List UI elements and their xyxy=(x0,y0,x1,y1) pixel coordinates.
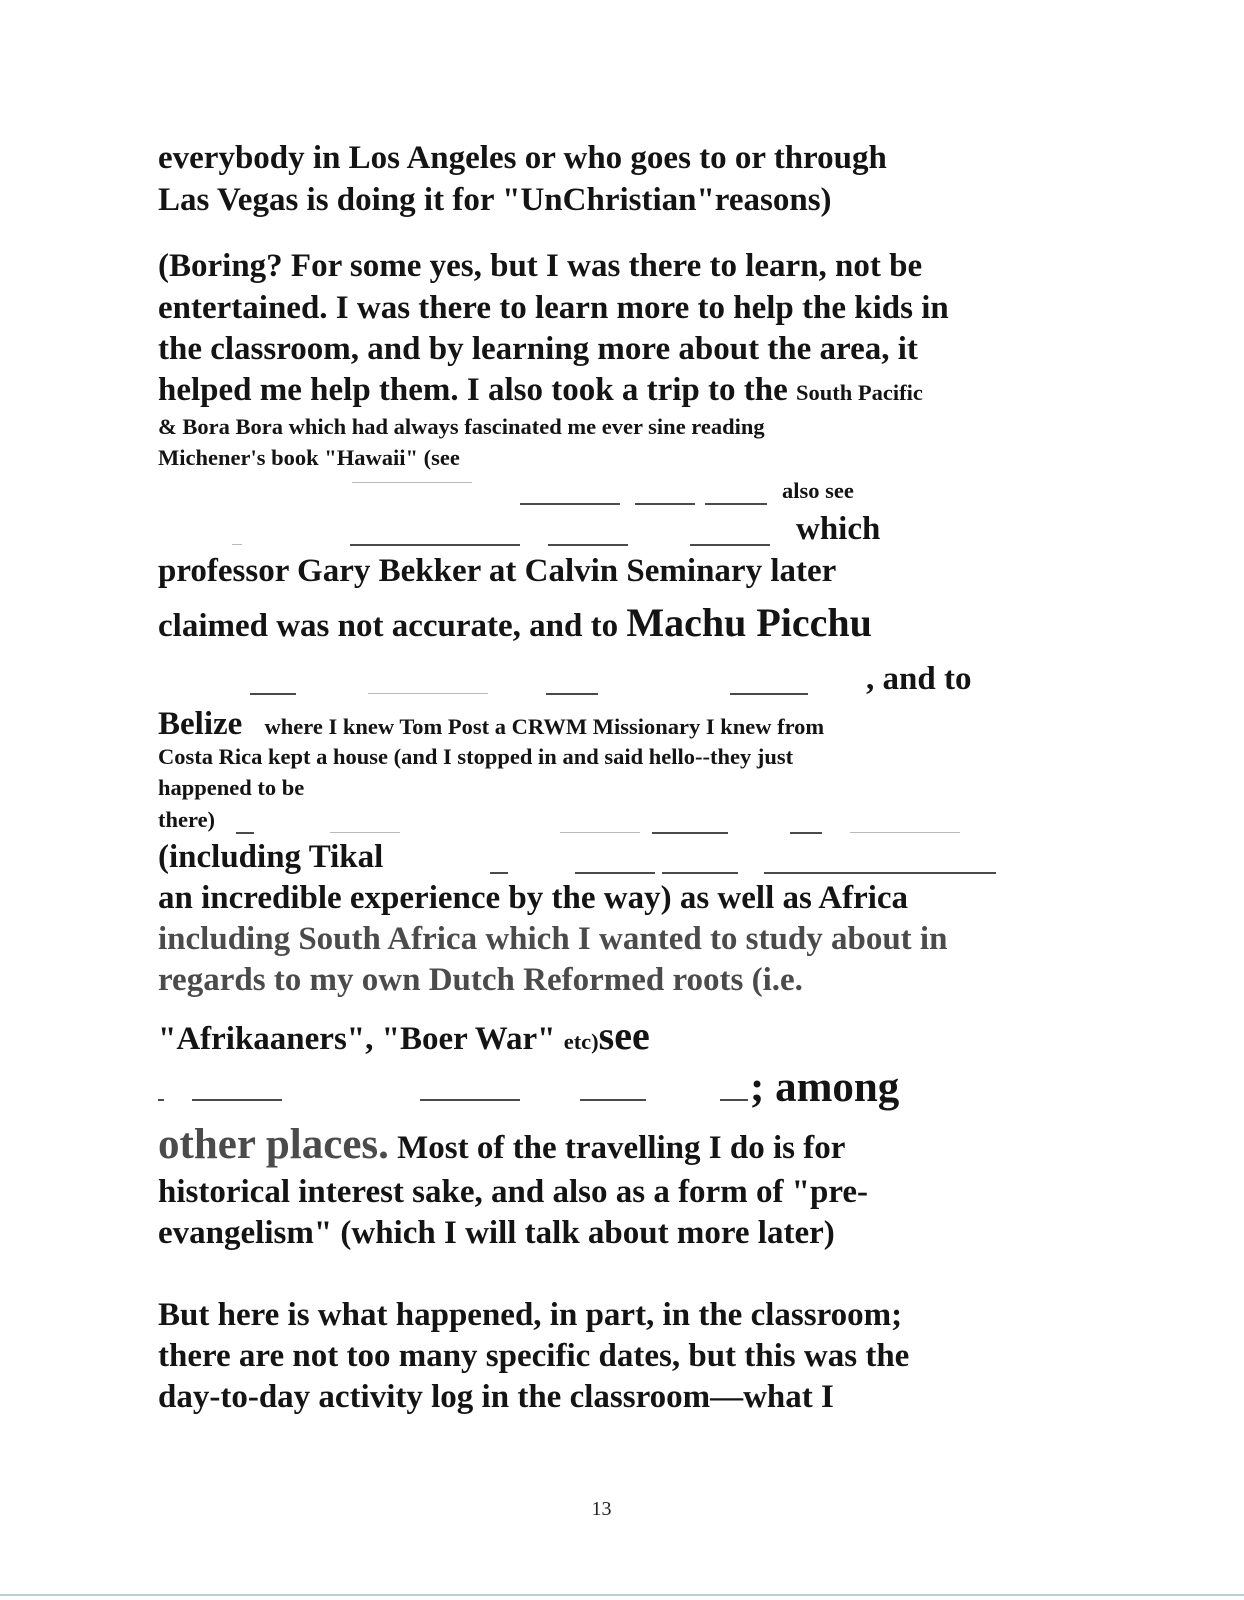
text-line xyxy=(158,1123,845,1166)
text-line: professor Gary Bekker at Calvin Seminary later xyxy=(158,553,837,589)
text-span: "Afrikaaners", "Boer War" xyxy=(158,1021,556,1057)
text-line: Costa Rica kept a house (and I stopped in and said hello--they just xyxy=(158,744,794,769)
page-number: 13 xyxy=(591,1498,612,1520)
text-span: Most of the travelling I do is for xyxy=(397,1130,846,1166)
redacted-link xyxy=(580,1099,646,1101)
redacted-link xyxy=(250,693,296,695)
redacted-link xyxy=(192,1099,282,1101)
redacted-link xyxy=(490,872,508,874)
redacted-link xyxy=(730,693,808,695)
text-line: Michener's book "Hawaii" (see xyxy=(158,445,460,470)
text-span: Belize xyxy=(158,706,243,742)
redacted-link xyxy=(548,544,628,546)
redacted-link xyxy=(236,832,254,834)
text-line: an incredible experience by the way) as well as Africa xyxy=(158,880,909,916)
text-line: which xyxy=(796,511,881,547)
text-line: happened to be xyxy=(158,775,305,800)
text-line: the classroom, and by learning more about the area, it xyxy=(158,331,918,367)
redacted-link xyxy=(850,832,960,833)
text-line: also see xyxy=(782,478,854,503)
text-line: including South Africa which I wanted to study about in xyxy=(158,921,948,957)
text-line xyxy=(158,1013,650,1058)
redacted-link xyxy=(575,872,655,874)
text-line: there) xyxy=(158,807,216,832)
text-span: South Pacific xyxy=(796,380,923,405)
redacted-link xyxy=(520,503,620,505)
redacted-link xyxy=(350,544,520,546)
text-line: there are not too many specific dates, but this was the xyxy=(158,1338,910,1374)
redacted-link xyxy=(232,544,242,545)
redacted-link xyxy=(720,1099,748,1101)
redacted-link xyxy=(420,1099,520,1101)
redacted-link xyxy=(705,503,767,505)
redacted-link xyxy=(764,872,996,874)
text-span: Machu Picchu xyxy=(626,600,872,645)
text-line xyxy=(158,374,923,407)
redacted-link xyxy=(158,1099,164,1101)
text-line: entertained. I was there to learn more to help the kids in xyxy=(158,290,949,326)
text-span: other places. xyxy=(158,1121,389,1168)
text-line: & Bora Bora which had always fascinated me ever sine reading xyxy=(158,414,765,439)
redacted-link xyxy=(352,482,472,483)
redacted-link xyxy=(652,832,728,834)
text-line: (Boring? For some yes, but I was there to learn, not be xyxy=(158,248,923,284)
text-line: Las Vegas is doing it for "UnChristian"reasons) xyxy=(158,182,832,218)
redacted-link xyxy=(790,832,822,834)
text-line: evangelism" (which I will talk about more later) xyxy=(158,1215,835,1251)
text-line xyxy=(158,600,872,645)
redacted-link xyxy=(546,693,598,695)
text-span: see xyxy=(598,1013,650,1058)
redacted-link xyxy=(635,503,695,505)
text-line: But here is what happened, in part, in the classroom; xyxy=(158,1297,903,1333)
text-line: , and to xyxy=(866,661,972,697)
text-line: ; among xyxy=(750,1064,900,1111)
redacted-link xyxy=(368,693,488,694)
redacted-link xyxy=(330,832,400,833)
text-span: where I knew Tom Post a CRWM Missionary I knew from xyxy=(264,714,825,739)
text-line xyxy=(158,708,824,741)
text-line: historical interest sake, and also as a form of "pre- xyxy=(158,1174,869,1210)
redacted-link xyxy=(662,872,738,874)
text-span: helped me help them. I also took a trip to the xyxy=(158,372,788,408)
redacted-link xyxy=(560,832,640,833)
text-span: claimed was not accurate, and to xyxy=(158,608,619,644)
text-line: everybody in Los Angeles or who goes to or through xyxy=(158,140,887,176)
text-line: day-to-day activity log in the classroom—what I xyxy=(158,1379,834,1415)
redacted-link xyxy=(690,544,770,546)
text-line: (including Tikal xyxy=(158,839,384,875)
bottom-rule xyxy=(0,1594,1244,1596)
text-span: etc) xyxy=(563,1029,599,1054)
text-line: regards to my own Dutch Reformed roots (i.e. xyxy=(158,962,803,998)
